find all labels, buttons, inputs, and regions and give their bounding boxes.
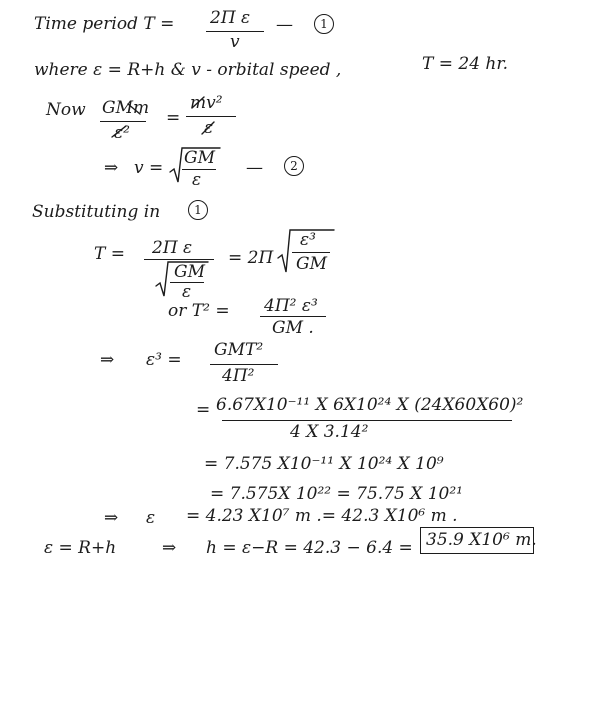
time-period-label: Time period T = (34, 14, 175, 34)
now-label: Now (46, 100, 86, 120)
centripetal-denominator: ε (204, 118, 214, 138)
equals-two-pi: = 2Π (228, 248, 274, 268)
radicand-denominator: ε (182, 282, 192, 302)
radical-sign (156, 262, 208, 296)
intermediate-result: = 7.575X 10²² = 75.75 X 10²¹ (210, 484, 463, 504)
radicand-denominator: GM (296, 254, 327, 274)
implies-arrow: ⇒ (100, 350, 115, 370)
radicand-numerator: GM (184, 148, 215, 168)
force-denominator: ε² (114, 123, 130, 143)
equation-number-circle: 1 (314, 14, 334, 34)
equals-sign: = (166, 108, 181, 128)
implies-arrow: ⇒ (162, 538, 177, 558)
fraction-numerator: GMT² (214, 340, 264, 360)
intermediate-result: = 7.575 X10⁻¹¹ X 10²⁴ X 10⁹ (204, 454, 444, 474)
fraction-denominator: GM . (272, 318, 314, 338)
period-squared-lhs: or T² = (168, 301, 230, 321)
fraction-numerator: 4Π² ε³ (264, 296, 318, 316)
radius-symbol: ε (146, 508, 156, 528)
equation-number-circle: 1 (188, 200, 208, 220)
fraction-numerator: 2Π ε (210, 8, 251, 28)
fraction-denominator: v (230, 32, 240, 52)
force-numerator: GMm (102, 98, 150, 118)
centripetal-numerator: mv² (190, 93, 223, 113)
radius-cubed-lhs: ε³ = (146, 350, 182, 370)
final-answer: 35.9 X10⁶ m. (426, 530, 537, 550)
equals-sign: = (196, 400, 211, 420)
cancel-stroke (112, 126, 126, 137)
radical-sign (170, 148, 220, 182)
implies-arrow: ⇒ (104, 508, 119, 528)
radicand-numerator: GM (174, 262, 205, 282)
cancel-stroke (202, 122, 214, 134)
height-calculation: h = ε−R = 42.3 − 6.4 = (206, 538, 413, 558)
implies-arrow: ⇒ (104, 158, 119, 178)
radius-definition: ε = R+h (44, 538, 117, 558)
definition-text: where ε = R+h & v - orbital speed , (34, 60, 342, 80)
radius-result: = 4.23 X10⁷ m .= 42.3 X10⁶ m . (186, 506, 458, 526)
dash: — (276, 15, 293, 35)
velocity-label: v = (134, 158, 164, 178)
numeric-numerator: 6.67X10⁻¹¹ X 6X10²⁴ X (24X60X60)² (216, 395, 524, 415)
numeric-denominator: 4 X 3.14² (290, 422, 369, 442)
fraction-denominator: 4Π² (222, 366, 255, 386)
radicand-denominator: ε (192, 170, 202, 190)
cancel-stroke (128, 104, 140, 114)
substituting-text: Substituting in (32, 202, 161, 222)
radicand-numerator: ε³ (300, 230, 316, 250)
period-lhs: T = (94, 244, 125, 264)
equation-number-circle: 2 (284, 156, 304, 176)
period-value: T = 24 hr. (422, 54, 509, 74)
cancel-stroke (192, 97, 204, 108)
dash: — (246, 158, 263, 178)
radical-sign (278, 230, 334, 272)
fraction-numerator: 2Π ε (152, 238, 193, 258)
